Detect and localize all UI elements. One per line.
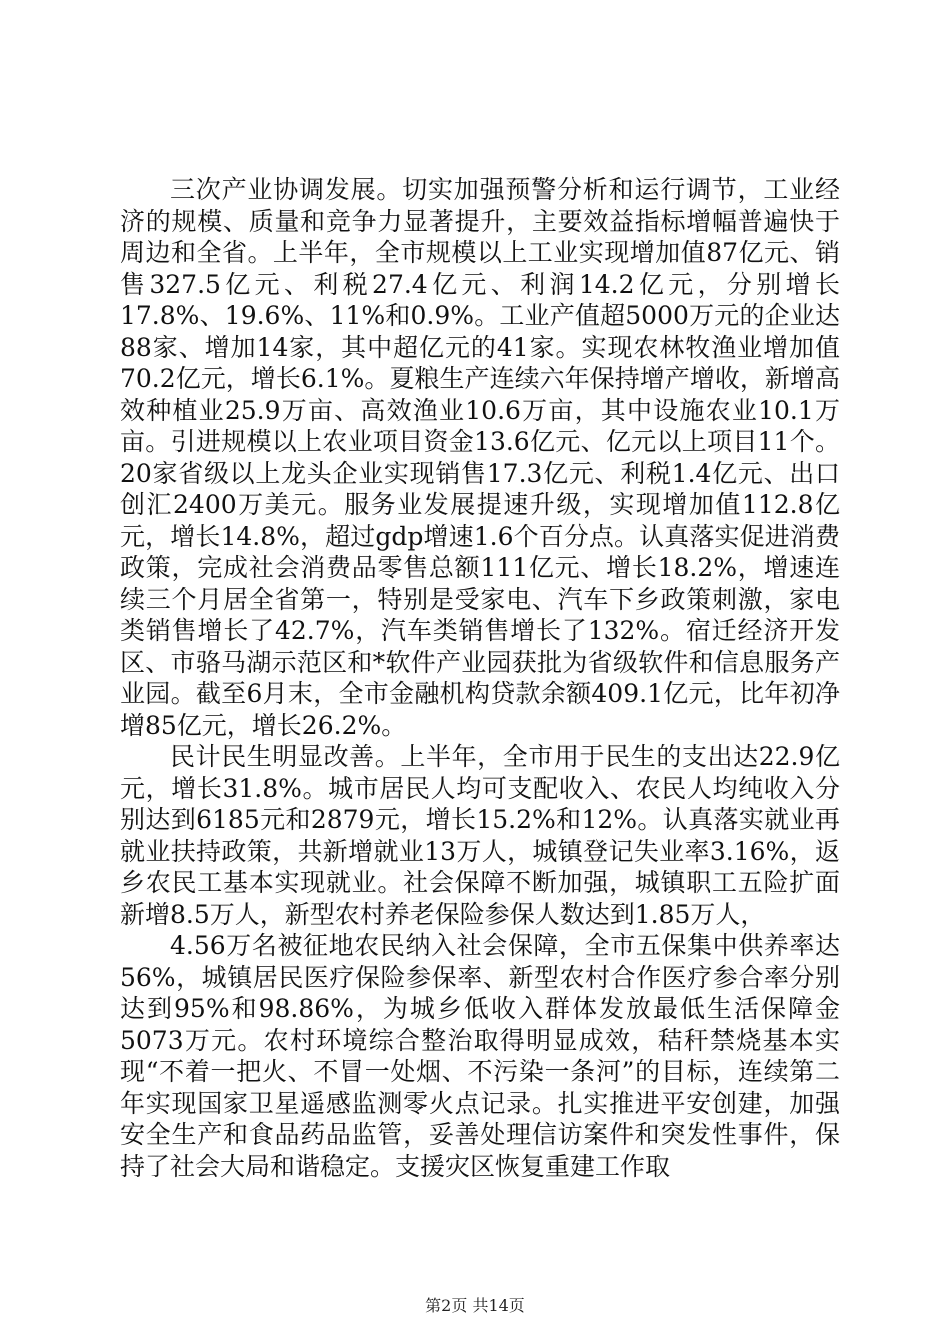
document-body (120, 174, 840, 1182)
paragraph-livelihood: 民计民生明显改善。上半年，全市用于民生的支出达22.9亿元，增长31.8%。城市居民人均可支配收入、农民人均纯收入分别达到6185元和2879元，增长15.2%和12%。认真落实就业再就业扶持政策，共新增就业13万人，城镇登记失业率3.16%，返乡农民工基本实现就业。社会保障不断加强，城镇职工五险扩面新增8.5万人，新型农村养老保险参保人数达到1.85万人， (120, 742, 840, 929)
paragraph-social-security: 4.56万名被征地农民纳入社会保障，全市五保集中供养率达56%，城镇居民医疗保险参保率、新型农村合作医疗参合率分别达到95%和98.86%，为城乡低收入群体发放最低生活保障金5073万元。农村环境综合整治取得明显成效，秸秆禁烧基本实现“不着一把火、不冒一处烟、不污染一条河”的目标，连续第二年实现国家卫星遥感监测零火点记录。扎实推进平安创建，加强安全生产和食品药品监管，妥善处理信访案件和突发性事件，保持了社会大局和谐稳定。支援灾区恢复重建工作取 (120, 931, 840, 1181)
page-number-footer: 第2页 共14页 (425, 1296, 525, 1315)
paragraph-industry: 三次产业协调发展。切实加强预警分析和运行调节，工业经济的规模、质量和竞争力显著提升，主要效益指标增幅普遍快于周边和全省。上半年，全市规模以上工业实现增加值87亿元、销售327.5亿元、利税27.4亿元、利润14.2亿元，分别增长17.8%、19.6%、11%和0.9%。工业产值超5000万元的企业达88家、增加14家，其中超亿元的41家。实现农林牧渔业增加值70.2亿元，增长6.1%。夏粮生产连续六年保持增产增收，新增高效种植业25.9万亩、高效渔业10.6万亩，其中设施农业10.1万亩。引进规模以上农业项目资金13.6亿元、亿元以上项目11个。20家省级以上龙头企业实现销售17.3亿元、利税1.4亿元、出口创汇2400万美元。服务业发展提速升级，实现增加值112.8亿元，增长14.8%，超过gdp增速1.6个百分点。认真落实促进消费政策，完成社会消费品零售总额111亿元、增长18.2%，增速连续三个月居全省第一，特别是受家电、汽车下乡政策刺激，家电类销售增长了42.7%，汽车类销售增长了132%。宿迁经济开发区、市骆马湖示范区和*软件产业园获批为省级软件和信息服务产业园。截至6月末，全市金融机构贷款余额409.1亿元，比年初净增85亿元，增长26.2%。 (120, 175, 840, 740)
